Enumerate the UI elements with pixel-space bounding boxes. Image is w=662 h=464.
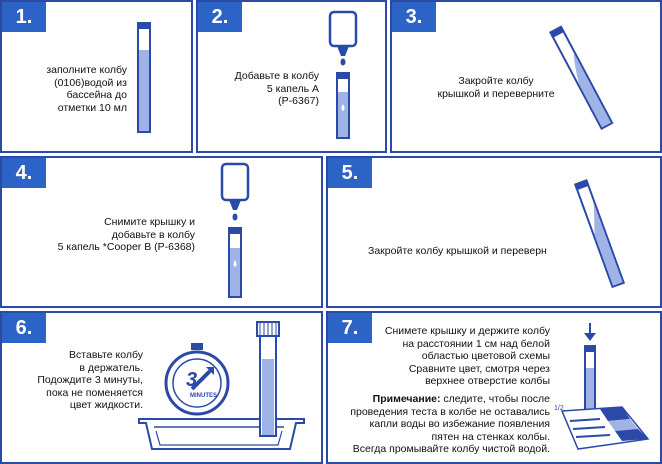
test-tube-icon (135, 22, 155, 137)
note-label: Примечание: (372, 393, 441, 405)
step-2-text: Добавьте в колбу 5 капель А (Р-6367) (234, 70, 319, 107)
step-2-panel (196, 0, 387, 153)
step-7-text: Снимете крышку и держите колбу на расстоянии 1 см над белой областью цветовой схемы Сравните цвет, смотря через верхнее отверстие колбы (384, 325, 550, 387)
step-6-number: 6. (2, 313, 46, 343)
step-5-number: 5. (328, 158, 372, 188)
reagent-bottle-icon (220, 164, 250, 304)
tilted-test-tube-icon (542, 22, 622, 137)
step-6-text: Вставьте колбу в держатель. Подождите 3 минуты, пока не поменяется цвет жидкости. (37, 349, 143, 411)
step-4-panel (0, 156, 323, 308)
step-1-number: 1. (2, 2, 46, 32)
step-5-text: Закройте колбу крышкой и переверн (368, 245, 547, 257)
step-3-text: Закройте колбу крышкой и переверните (437, 75, 555, 100)
step-4-number: 4. (2, 158, 46, 188)
step-7-number: 7. (328, 313, 372, 343)
step-7-note: Примечание: следите, чтобы после проведения теста в колбе не оставались капли воды во избежание появления пятен на стенках колбы. Всегда промывайте колбу чистой водой. (350, 393, 550, 455)
step-1-text: заполните колбу (0106)водой из бассейна до отметки 10 мл (46, 64, 127, 114)
step-1-panel (0, 0, 193, 153)
tube-holder-icon (134, 319, 314, 459)
step-3-number: 3. (392, 2, 436, 32)
step-5-panel (326, 156, 662, 308)
color-chart-icon (560, 323, 660, 463)
timer-number: 3 (186, 369, 198, 391)
step-4-text: Снимите крышку и добавьте в колбу 5 капель *Cooper B (P-6368) (57, 216, 195, 253)
step-7-panel (326, 311, 662, 464)
step-2-number: 2. (198, 2, 242, 32)
chart-label: 1/2 (554, 405, 564, 412)
timer-label: MINUTES (190, 393, 217, 399)
step-6-panel (0, 311, 323, 464)
tilted-test-tube-icon (560, 178, 640, 293)
reagent-bottle-icon (328, 12, 358, 142)
step-3-panel (390, 0, 662, 153)
